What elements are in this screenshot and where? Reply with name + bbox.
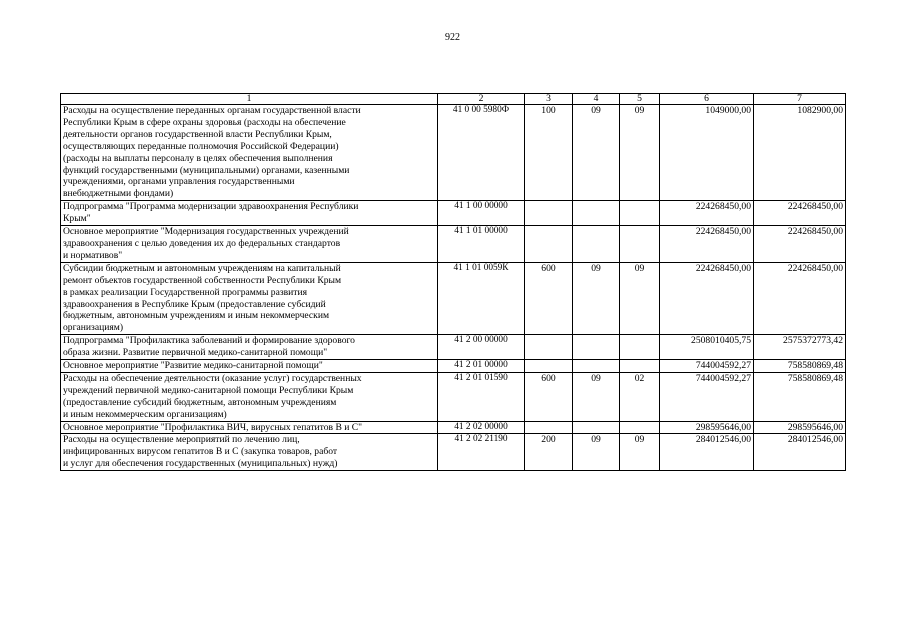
row-description: Расходы на осуществление мероприятий по лечению лиц, инфицированных вирусом гепатитов В и С (закупка товаров, работ и услуг для обеспечения государственных (муниципальных) нужд) bbox=[61, 434, 438, 471]
row-description: Основное мероприятие "Модернизация государственных учреждений здравоохранения с целью доведения их до федеральных стандартов и нормативов" bbox=[61, 226, 438, 263]
row-classification-code: 41 1 00 00000 bbox=[438, 201, 525, 226]
row-description: Расходы на обеспечение деятельности (оказание услуг) государственных учреждений первичной медико-санитарной помощи Республики Крым (предоставление субсидий бюджетным, автономным учреждениям и иным некоммерческим организациям) bbox=[61, 372, 438, 421]
row-expense-type: 600 bbox=[525, 372, 573, 421]
row-amount-col6: 224268450,00 bbox=[660, 262, 754, 334]
column-header-6: 6 bbox=[660, 94, 754, 105]
table-row bbox=[61, 262, 846, 334]
row-classification-code: 41 1 01 0059К bbox=[438, 262, 525, 334]
row-subsection bbox=[620, 226, 660, 263]
row-subsection: 09 bbox=[620, 262, 660, 334]
row-section: 09 bbox=[573, 372, 620, 421]
row-description: Подпрограмма "Программа модернизации здравоохранения Республики Крым" bbox=[61, 201, 438, 226]
row-amount-col6: 1049000,00 bbox=[660, 105, 754, 201]
row-section bbox=[573, 201, 620, 226]
row-subsection bbox=[620, 201, 660, 226]
row-classification-code: 41 2 01 01590 bbox=[438, 372, 525, 421]
row-amount-col7: 2575372773,42 bbox=[754, 335, 846, 360]
row-expense-type bbox=[525, 226, 573, 263]
row-classification-code: 41 2 01 00000 bbox=[438, 360, 525, 373]
row-expense-type bbox=[525, 421, 573, 434]
row-amount-col7: 1082900,00 bbox=[754, 105, 846, 201]
row-amount-col7: 758580869,48 bbox=[754, 372, 846, 421]
row-expense-type: 600 bbox=[525, 262, 573, 334]
budget-table bbox=[60, 93, 846, 471]
row-classification-code: 41 2 00 00000 bbox=[438, 335, 525, 360]
table-row bbox=[61, 434, 846, 471]
row-subsection bbox=[620, 421, 660, 434]
row-description: Расходы на осуществление переданных органам государственной власти Республики Крым в сфере охраны здоровья (расходы на обеспечение деятельности органов государственной власти Республики Крым, осуществляющих переданные полномочия Российской Федерации) (расходы на выплаты персоналу в целях обеспечения выполнения функций государственными (муниципальными) органами, казенными учреждениями, органами управления государственными внебюджетными фондами) bbox=[61, 105, 438, 201]
row-subsection bbox=[620, 335, 660, 360]
row-description: Подпрограмма "Профилактика заболеваний и формирование здорового образа жизни. Развитие первичной медико-санитарной помощи" bbox=[61, 335, 438, 360]
row-amount-col7: 224268450,00 bbox=[754, 226, 846, 263]
row-amount-col6: 744004592,27 bbox=[660, 372, 754, 421]
row-section: 09 bbox=[573, 434, 620, 471]
row-amount-col6: 224268450,00 bbox=[660, 226, 754, 263]
row-classification-code: 41 1 01 00000 bbox=[438, 226, 525, 263]
row-classification-code: 41 0 00 5980Ф bbox=[438, 105, 525, 201]
row-expense-type bbox=[525, 360, 573, 373]
column-header-3: 3 bbox=[525, 94, 573, 105]
column-header-7: 7 bbox=[754, 94, 846, 105]
table-row bbox=[61, 360, 846, 373]
row-subsection: 02 bbox=[620, 372, 660, 421]
row-description: Основное мероприятие "Развитие медико-санитарной помощи" bbox=[61, 360, 438, 373]
row-expense-type bbox=[525, 201, 573, 226]
row-amount-col6: 744004592,27 bbox=[660, 360, 754, 373]
page-number: 922 bbox=[445, 32, 460, 43]
column-header-5: 5 bbox=[620, 94, 660, 105]
table-row bbox=[61, 226, 846, 263]
row-section bbox=[573, 360, 620, 373]
row-expense-type: 100 bbox=[525, 105, 573, 201]
row-subsection: 09 bbox=[620, 434, 660, 471]
row-section bbox=[573, 421, 620, 434]
row-subsection bbox=[620, 360, 660, 373]
row-expense-type: 200 bbox=[525, 434, 573, 471]
row-section: 09 bbox=[573, 105, 620, 201]
row-section bbox=[573, 226, 620, 263]
table-row bbox=[61, 421, 846, 434]
row-section bbox=[573, 335, 620, 360]
row-amount-col6: 298595646,00 bbox=[660, 421, 754, 434]
row-description: Основное мероприятие "Профилактика ВИЧ, вирусных гепатитов В и С" bbox=[61, 421, 438, 434]
row-amount-col7: 284012546,00 bbox=[754, 434, 846, 471]
table-row bbox=[61, 372, 846, 421]
table-row bbox=[61, 105, 846, 201]
column-header-2: 2 bbox=[438, 94, 525, 105]
row-expense-type bbox=[525, 335, 573, 360]
row-amount-col7: 224268450,00 bbox=[754, 201, 846, 226]
column-header-4: 4 bbox=[573, 94, 620, 105]
row-classification-code: 41 2 02 21190 bbox=[438, 434, 525, 471]
table-row bbox=[61, 335, 846, 360]
row-subsection: 09 bbox=[620, 105, 660, 201]
row-amount-col6: 284012546,00 bbox=[660, 434, 754, 471]
row-amount-col6: 2508010405,75 bbox=[660, 335, 754, 360]
row-amount-col7: 758580869,48 bbox=[754, 360, 846, 373]
table-row bbox=[61, 201, 846, 226]
row-classification-code: 41 2 02 00000 bbox=[438, 421, 525, 434]
row-amount-col7: 224268450,00 bbox=[754, 262, 846, 334]
row-amount-col7: 298595646,00 bbox=[754, 421, 846, 434]
row-description: Субсидии бюджетным и автономным учреждениям на капитальный ремонт объектов государственной собственности Республики Крым в рамках реализации Государственной программы развития здравоохранения в Республике Крым (предоставление субсидий бюджетным, автономным учреждениям и иным некоммерческим организациям) bbox=[61, 262, 438, 334]
row-section: 09 bbox=[573, 262, 620, 334]
table-header-row bbox=[61, 94, 846, 105]
row-amount-col6: 224268450,00 bbox=[660, 201, 754, 226]
column-header-1: 1 bbox=[61, 94, 438, 105]
